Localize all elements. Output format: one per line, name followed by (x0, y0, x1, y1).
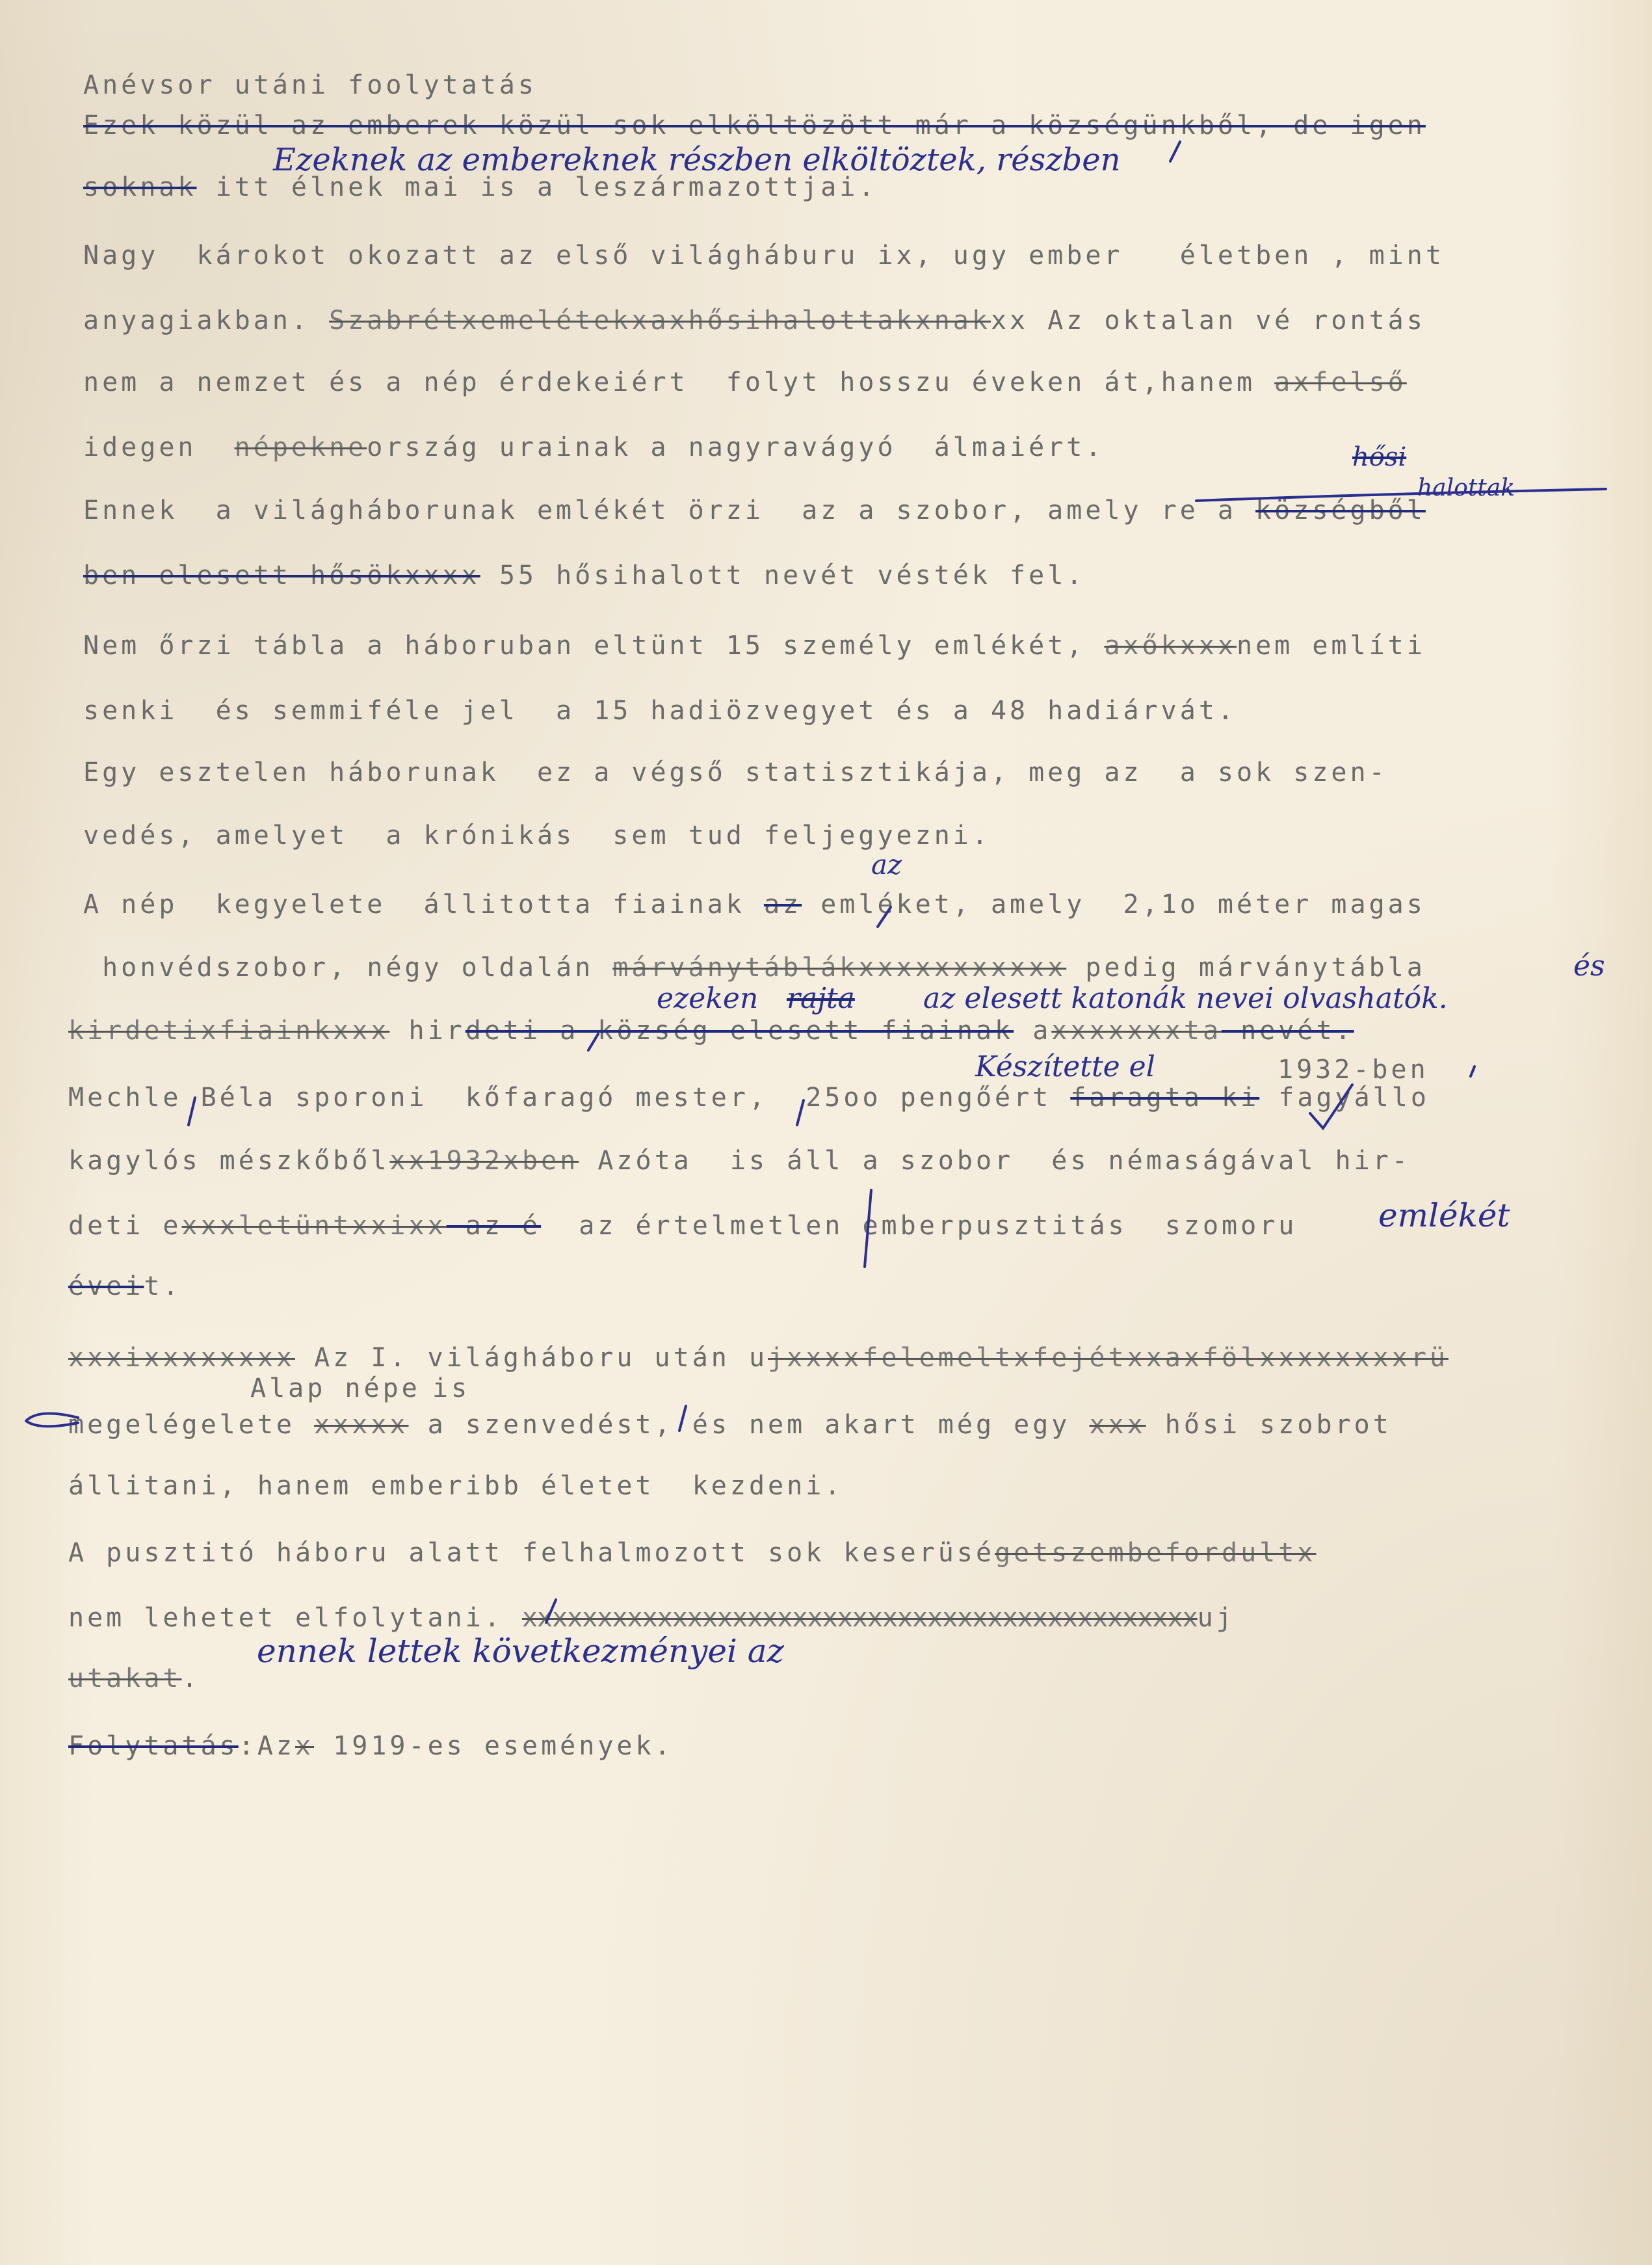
typed-strikeout: x (295, 1731, 315, 1761)
text-segment: hir (389, 1016, 465, 1046)
handwritten-insert-emleket: emlékét (1378, 1197, 1510, 1234)
ink-insert-caret (588, 1034, 598, 1050)
ink-insert-caret (878, 907, 891, 927)
struck-word: ben elesett hősökxxxx (83, 561, 480, 590)
typed-strikeout: xx1932xben (389, 1146, 579, 1176)
typed-strikeout: jxxxxfelemeltxfejétxxaxfölxxxxxxxxrü (768, 1343, 1449, 1373)
ink-comma-mark (1170, 142, 1180, 161)
ink-check-mark (1310, 1085, 1352, 1128)
text-segment: Mechle Béla sporoni kőfaragó mester, 25oo pengőért (68, 1083, 1071, 1113)
text-segment: 1919-es események. (314, 1731, 674, 1761)
struck-word: községből (1255, 496, 1426, 525)
text-segment: kagylós mészkőből (68, 1146, 390, 1176)
text-segment: Nem őrzi tábla a háboruban eltünt 15 személy emlékét, (83, 631, 1105, 661)
ink-separator-stroke (865, 1190, 871, 1267)
text-segment: nem a nemzet és a nép érdekeiért folyt hosszu éveken át,hanem (83, 367, 1275, 397)
handwritten-insert-kovetkezmenyei: ennek lettek következményei az (257, 1632, 784, 1670)
ink-comma-mark (797, 1100, 804, 1125)
text-line-22: állitani, hanem emberibb életet kezdeni. (68, 1471, 844, 1501)
text-segment: pedig márványtábla (1066, 953, 1426, 983)
text-segment: idegen (83, 432, 235, 462)
typed-strikeout: népekne (234, 432, 367, 462)
text-line-11: Egy esztelen háborunak ez a végső statisztikája, meg az a sok szen- (83, 758, 1388, 788)
text-segment: uj (1197, 1603, 1235, 1633)
text-line-12: vedés, amelyet a krónikás sem tud feljegyezni. (83, 821, 991, 851)
ink-comma-mark (679, 1406, 686, 1431)
text-line-10: senki és semmiféle jel a 15 hadiözvegyet és a 48 hadiárvát. (83, 696, 1237, 726)
ink-arrow-mark (26, 1414, 78, 1427)
text-segment: deti e (68, 1211, 182, 1241)
handwritten-insert-ezeken: ezeken (657, 982, 759, 1015)
ink-underline-stroke (1196, 489, 1606, 501)
typed-insert-alap-nepe: Alap népe (250, 1373, 421, 1403)
ink-dot-mark (1471, 1066, 1475, 1076)
typed-strikeout: xxxixxxxxxxx (68, 1343, 295, 1373)
text-segment: itt élnek mai is a leszármazottjai. (196, 172, 878, 202)
handwritten-insert-katonak: az elesett katonák nevei olvashatók. (923, 982, 1448, 1015)
text-segment: ország urainak a nagyravágyó álmaiért. (367, 432, 1105, 462)
typed-strikeout: Szabrétxemelétekxaxhősihalottakxnak (329, 306, 991, 336)
struck-word: az é (446, 1211, 542, 1241)
ink-comma-mark (546, 1600, 556, 1623)
struck-word: az (763, 890, 802, 920)
text-segment: az értelmetlen emberpusztitás szomoru (541, 1211, 1298, 1241)
text-segment: :Az (238, 1731, 295, 1761)
struck-word: évei (68, 1271, 144, 1301)
struck-word: Folytatás (68, 1731, 239, 1761)
handwritten-struck-word: hősi (1352, 442, 1407, 472)
text-segment: a szenvedést, és nem akart még egy (408, 1410, 1090, 1440)
struck-word: faragta ki (1070, 1083, 1260, 1113)
handwritten-insert-keszitette: Készítette el (975, 1050, 1155, 1083)
typed-strikeout: márványtáblákxxxxxxxxxxx (612, 953, 1067, 983)
text-segment: fagyállo (1259, 1083, 1430, 1113)
struck-line-1: Ezek közül az emberek közül sok elköltözött már a községünkből, de igen (83, 111, 1426, 140)
typed-insert-is: is (432, 1373, 471, 1403)
text-segment: A nép kegyelete állitotta fiainak (83, 890, 764, 920)
text-insert-year: 1932-ben (1278, 1055, 1429, 1085)
handwritten-struck-word: rajta (787, 982, 855, 1015)
handwritten-insert-es: és (1573, 949, 1605, 983)
text-segment: nem említi (1237, 631, 1426, 661)
ink-comma-mark (189, 1098, 195, 1125)
text-segment: megelégelete (68, 1410, 315, 1440)
text-segment: nem lehetet elfolytani. (68, 1603, 522, 1633)
handwritten-insert-az: az (871, 849, 902, 881)
text-segment: honvédszobor, négy oldalán (83, 953, 613, 983)
handwritten-correction-1: Ezeknek az embereknek részben elköltöztek, részben (273, 142, 1121, 178)
text-segment: Az I. világháboru után u (295, 1343, 768, 1373)
typed-strikeout: xxxletüntxxixx (181, 1211, 447, 1241)
typed-strikeout: axfelső (1274, 367, 1407, 397)
text-segment: hősi szobrot (1146, 1410, 1392, 1440)
handwritten-margin-note-2: halottak (1417, 475, 1515, 501)
text-segment: t. (144, 1271, 182, 1301)
typed-strikeout: xxx (1089, 1410, 1146, 1440)
text-segment: a (1014, 1016, 1052, 1046)
text-segment: emléket, amely 2,1o méter magas (802, 890, 1426, 920)
text-segment: Ennek a világháborunak emlékét örzi az a szobor, amely re a (83, 496, 1256, 525)
document-heading: Anévsor utáni foolytatás (83, 70, 537, 100)
typed-strikeout: utakat (68, 1663, 182, 1693)
struck-word: nevét. (1222, 1016, 1354, 1046)
text-segment: . (181, 1663, 201, 1693)
text-segment: 55 hősihalott nevét vésték fel. (480, 561, 1086, 590)
text-segment: anyagiakban. (83, 306, 330, 336)
struck-word: soknak (83, 172, 197, 202)
typed-strikeout: xxxxx (314, 1410, 409, 1440)
text-segment: Azóta is áll a szobor és némaságával hir- (579, 1146, 1411, 1176)
text-line-3: Nagy károkot okozatt az első világháburu ix, ugy ember életben , mint (83, 241, 1445, 271)
text-segment: A pusztitó háboru alatt felhalmozott sok keserüsé (68, 1538, 995, 1568)
typed-strikeout: xxxxxxxxxxxxxxxxxxxxxxxxxxxxxxxxxxxxxxxxxxxxx (521, 1603, 1198, 1633)
typed-strikeout: kirdetixfiainkxxx (68, 1016, 390, 1046)
typed-strikeout: axőkxxx (1104, 631, 1237, 661)
struck-word: deti a község elesett fiainak (465, 1016, 1014, 1046)
typed-strikeout: getszembefordultx (995, 1538, 1317, 1568)
text-segment: xx Az oktalan vé rontás (990, 306, 1426, 336)
typed-strikeout: xxxxxxxta (1051, 1016, 1222, 1046)
